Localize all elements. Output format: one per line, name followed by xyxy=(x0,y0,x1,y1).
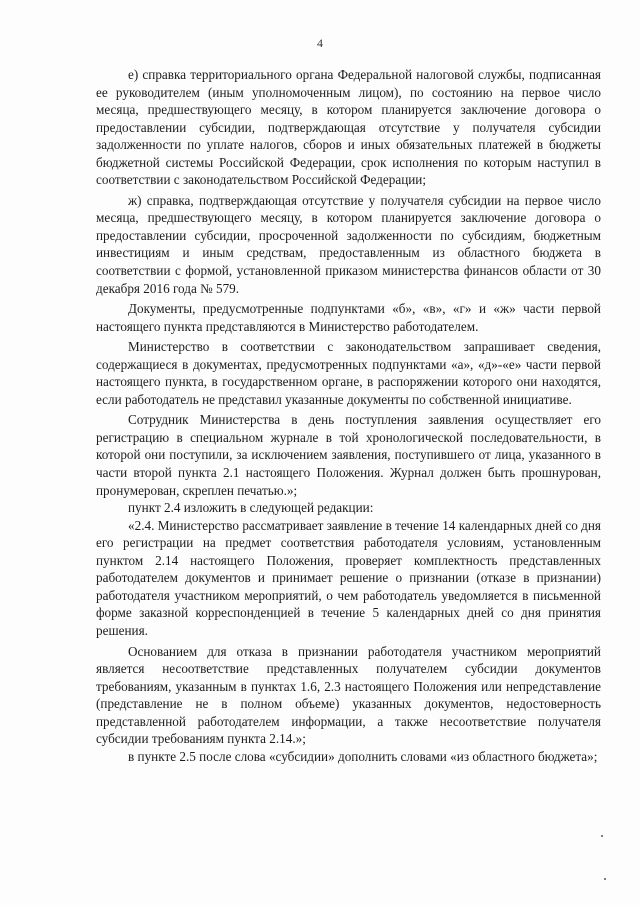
page-number: 4 xyxy=(317,36,323,50)
paragraph-e-tax-certificate: е) справка территориального органа Федеральной налоговой службы, подписанная ее руководителем (иным уполномоченным лицом), по состоянию на первое число месяца, предшествующего месяцу, в котором планируется заключение договора о предоставлении субсидии, подтверждающая отсутствие у получателя субсидии задолженности по уплате налогов, сборов и иных обязательных платежей в бюджеты бюджетной системы Российской Федерации, срок исполнения по которым наступил в соответствии с законодательством Российской Федерации; xyxy=(96,67,601,188)
paragraph-amend-2-5: в пункте 2.5 после слова «субсидии» дополнить словами «из областного бюджета»; xyxy=(128,748,598,764)
paragraph-ministry-requests: Министерство в соответствии с законодательством запрашивает сведения, содержащиеся в документах, предусмотренных подпунктами «а», «д»-«е» части первой настоящего пункта, в государственном органе, в распоряжении которого они находятся, если работодатель не представил указанные документы по собственной инициативе. xyxy=(96,339,601,407)
paragraph-registration: Сотрудник Министерства в день поступления заявления осуществляет его регистрацию в специальном журнале в той хронологической последовательности, в которой они поступили, за исключением заявления, поступившего от лица, указанного в части второй пункта 2.1 настоящего Положения. Журнал должен быть прошнурован, пронумерован, скреплен печатью.»; xyxy=(96,412,601,498)
paragraph-employer-documents: Документы, предусмотренные подпунктами «б», «в», «г» и «ж» части первой настоящего пункта представляются в Министерство работодателем. xyxy=(96,301,601,334)
paragraph-refusal-grounds: Основанием для отказа в признании работодателя участником мероприятий является несоответствие представленных получателем субсидии документов требованиям, указанным в пунктах 1.6, 2.3 настоящего Положения или непредставление (представление не в полном объеме) указанных документов, недостоверность представленной работодателем информации, а также несоответствие получателя субсидии требованиям пункта 2.14.»; xyxy=(96,643,601,747)
scan-speck xyxy=(604,878,606,880)
paragraph-amend-2-4: пункт 2.4 изложить в следующей редакции: xyxy=(128,500,374,516)
paragraph-clause-2-4: «2.4. Министерство рассматривает заявление в течение 14 календарных дней со дня его регистрации на предмет соответствия работодателя условиям, установленным пунктом 2.14 настоящего Положения, проверяет комплектность представленных работодателем документов и принимает решение о признании (отказе в признании) работодателя участником мероприятий, о чем работодатель уведомляется в письменной форме заказной корреспонденцией в течение 5 календарных дней со дня принятия решения. xyxy=(96,517,601,638)
scan-speck xyxy=(601,835,603,837)
document-body xyxy=(96,66,601,765)
paragraph-zh-debt-certificate: ж) справка, подтверждающая отсутствие у получателя субсидии на первое число месяца, предшествующего месяцу, в котором планируется заключение договора о предоставлении субсидии, просроченной задолженности по субсидиям, бюджетным инвестициям и иным средствам, предоставленным из областного бюджета в соответствии с формой, установленной приказом министерства финансов области от 30 декабря 2016 года № 579. xyxy=(96,192,601,296)
